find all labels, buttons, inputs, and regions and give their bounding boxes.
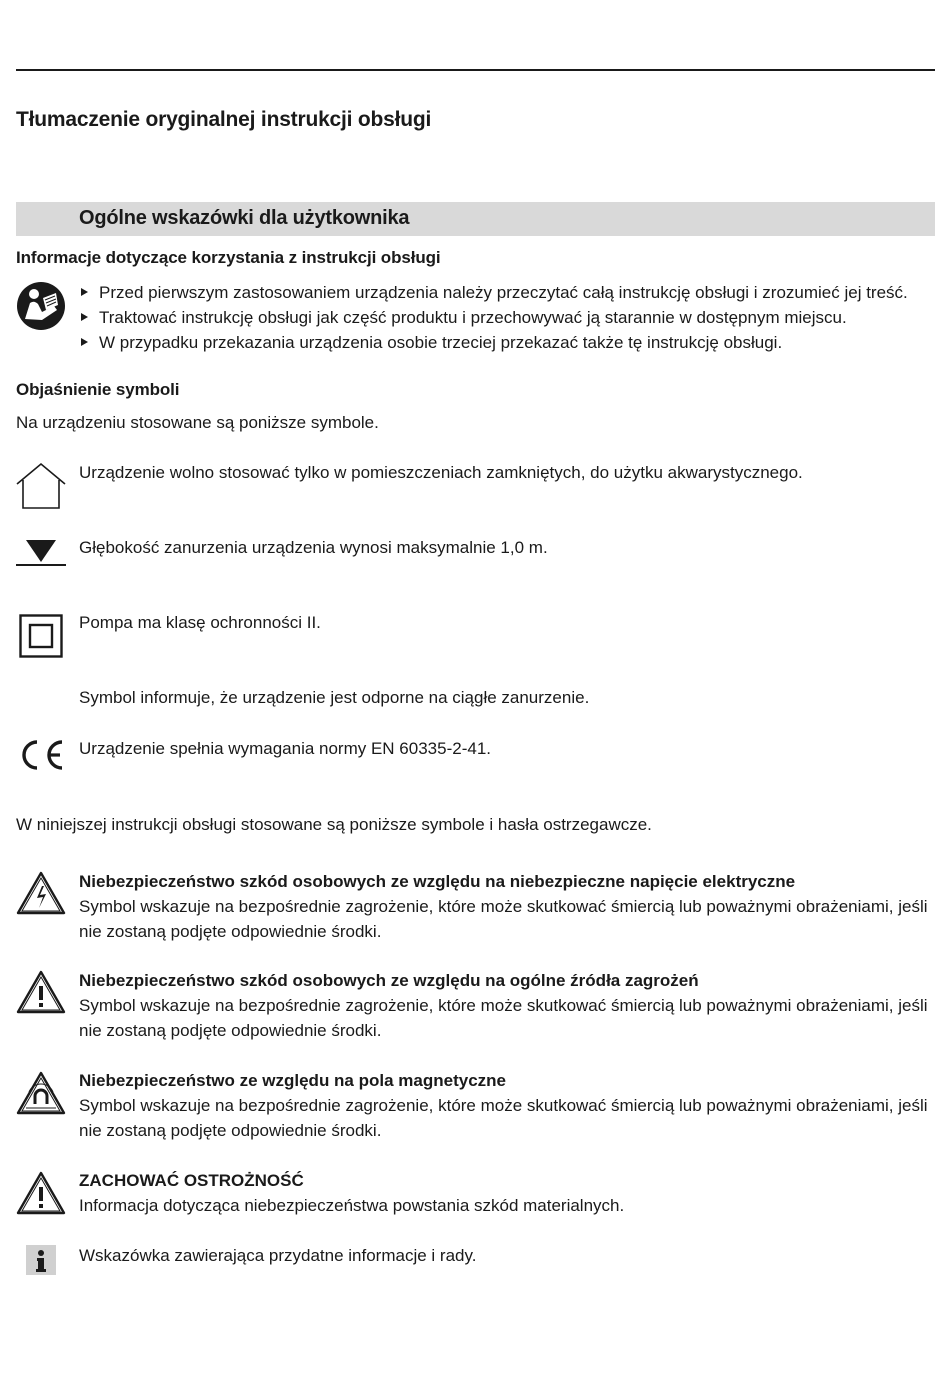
manual-info-heading: Informacje dotyczące korzystania z instrukcji obsługi [16, 248, 441, 267]
warning-text: Symbol wskazuje na bezpośrednie zagrożenie, które może skutkować śmiercią lub poważnymi obrażeniami, jeśli [79, 897, 928, 916]
warning-block [79, 968, 929, 1043]
warning-text: Symbol wskazuje na bezpośrednie zagrożenie, które może skutkować śmiercią lub poważnymi obrażeniami, jeśli [79, 996, 928, 1015]
warning-text: Informacja dotycząca niebezpieczeństwa powstania szkód materialnych. [79, 1196, 625, 1215]
section-title: Ogólne wskazówki dla użytkownika [79, 207, 410, 229]
symbols-heading: Objaśnienie symboli [16, 380, 180, 399]
list-item: W przypadku przekazania urządzenia osobie trzeciej przekazać także tę instrukcję obsługi. [78, 330, 908, 355]
symbols-intro: Na urządzeniu stosowane są poniższe symbole. [16, 413, 379, 432]
symbol-text: Symbol informuje, że urządzenie jest odporne na ciągłe zanurzenie. [79, 688, 590, 707]
manual-info-list [78, 280, 908, 355]
warning-title: Niebezpieczeństwo szkód osobowych ze względu na ogólne źródła zagrożeń [79, 971, 699, 990]
symbol-text: Urządzenie spełnia wymagania normy EN 60335-2-41. [79, 739, 491, 758]
caution-icon [15, 1170, 67, 1221]
section-header [16, 202, 935, 236]
warning-title: Niebezpieczeństwo ze względu na pola magnetyczne [79, 1071, 506, 1090]
warnings-intro: W niniejszej instrukcji obsługi stosowane są poniższe symbole i hasła ostrzegawcze. [16, 815, 652, 834]
warning-title: Niebezpieczeństwo szkód osobowych ze względu na niebezpieczne napięcie elektryczne [79, 872, 796, 891]
symbol-text: Głębokość zanurzenia urządzenia wynosi maksymalnie 1,0 m. [79, 538, 548, 557]
info-icon [26, 1245, 56, 1280]
ce-mark-icon [18, 738, 66, 777]
top-rule [16, 69, 935, 71]
warning-block [79, 1068, 929, 1143]
warning-block [79, 869, 929, 944]
symbol-text: Urządzenie wolno stosować tylko w pomieszczeniach zamkniętych, do użytku akwarystycznego. [79, 463, 803, 482]
protection-class-ii-icon [19, 614, 63, 663]
warning-text: nie zostaną podjęte odpowiednie środki. [79, 922, 382, 941]
house-icon [15, 462, 67, 515]
warning-text: nie zostaną podjęte odpowiednie środki. [79, 1021, 382, 1040]
list-item: Traktować instrukcję obsługi jak część produktu i przechowywać ją starannie w dostępnym miejscu. [78, 305, 908, 330]
read-manual-icon [16, 281, 66, 336]
list-item: Przed pierwszym zastosowaniem urządzenia należy przeczytać całą instrukcję obsługi i zrozumieć jej treść. [78, 280, 908, 305]
warning-block [79, 1168, 929, 1218]
symbol-text: Pompa ma klasę ochronności II. [79, 613, 321, 632]
warning-text: Symbol wskazuje na bezpośrednie zagrożenie, które może skutkować śmiercią lub poważnymi obrażeniami, jeśli [79, 1096, 928, 1115]
warning-text: nie zostaną podjęte odpowiednie środki. [79, 1121, 382, 1140]
immersion-depth-icon [15, 538, 67, 573]
magnetic-field-hazard-icon [15, 1070, 67, 1121]
document-title: Tłumaczenie oryginalnej instrukcji obsługi [16, 108, 432, 131]
info-text: Wskazówka zawierająca przydatne informacje i rady. [79, 1246, 477, 1265]
electric-hazard-icon [15, 870, 67, 921]
warning-title: ZACHOWAĆ OSTROŻNOŚĆ [79, 1171, 304, 1190]
general-hazard-icon [15, 969, 67, 1020]
